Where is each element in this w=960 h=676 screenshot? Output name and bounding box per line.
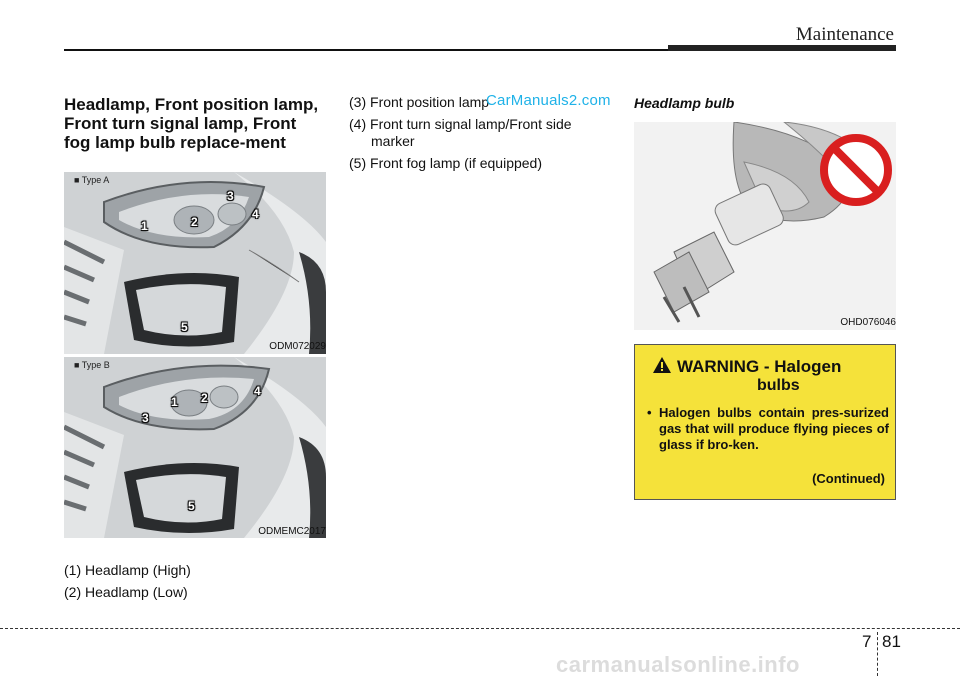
warning-box	[634, 344, 896, 500]
footer-watermark[interactable]: carmanualsonline.info	[556, 652, 800, 676]
page-separator	[877, 632, 878, 676]
type-b-label: ■ Type B	[74, 360, 110, 370]
section-heading: Headlamp, Front position lamp, Front turn signal lamp, Front fog lamp bulb replace-ment	[64, 95, 319, 152]
warning-title: WARNING - Halogen	[677, 357, 842, 376]
item-number: (5)	[349, 155, 367, 171]
bullet-glyph: •	[647, 405, 652, 420]
item-text: Front turn signal lamp/Front side	[370, 116, 572, 132]
list-item: (2) Headlamp (Low)	[64, 584, 188, 600]
headlamp-illustration-b	[64, 357, 326, 538]
callout-5: 5	[188, 499, 195, 513]
photo-code-b: ODMEMC2017	[258, 526, 326, 537]
item-text: Front fog lamp (if equipped)	[370, 155, 542, 171]
item-number: (3)	[349, 94, 367, 110]
bulb-illustration	[634, 122, 896, 330]
callout-5: 5	[181, 320, 188, 334]
footer-rule	[0, 628, 960, 629]
callout-3: 3	[142, 411, 149, 425]
photo-code-c: OHD076046	[840, 317, 896, 328]
warning-continued: (Continued)	[812, 471, 885, 486]
callout-2: 2	[191, 215, 198, 229]
list-item	[349, 155, 619, 172]
photo-code-a: ODM072029	[269, 341, 326, 352]
page-number: 81	[882, 632, 901, 651]
warning-text: Halogen bulbs contain pres-surized gas that will produce flying pieces of glass if bro-ken.	[659, 405, 889, 452]
headlamp-photo-type-b	[64, 357, 326, 538]
callout-3: 3	[227, 189, 234, 203]
item-text: Front position lamp	[370, 94, 490, 110]
item-number: (4)	[349, 116, 367, 132]
bulb-list-left	[64, 562, 326, 606]
callout-1: 1	[141, 219, 148, 233]
type-a-label: ■ Type A	[74, 175, 110, 185]
callout-2: 2	[201, 391, 208, 405]
callout-4: 4	[254, 384, 261, 398]
section-number: 7	[862, 632, 872, 651]
warning-triangle-icon	[653, 357, 671, 373]
site-watermark[interactable]: CarManuals2.com	[486, 92, 611, 109]
bulb-photo	[634, 122, 896, 330]
warning-body	[647, 405, 889, 453]
list-item: (1) Headlamp (High)	[64, 562, 191, 578]
header-rule	[64, 49, 668, 51]
chapter-title: Maintenance	[795, 24, 894, 45]
header-rule-thick	[668, 45, 896, 51]
warning-title-continued: bulbs	[757, 377, 800, 394]
sub-heading: Headlamp bulb	[634, 95, 735, 111]
prohibited-icon	[824, 138, 888, 202]
headlamp-photo-type-a	[64, 172, 326, 354]
callout-1: 1	[171, 395, 178, 409]
headlamp-illustration-a	[64, 172, 326, 354]
callout-4: 4	[252, 207, 259, 221]
item-text-continued: marker	[371, 133, 415, 149]
list-item	[349, 116, 619, 150]
